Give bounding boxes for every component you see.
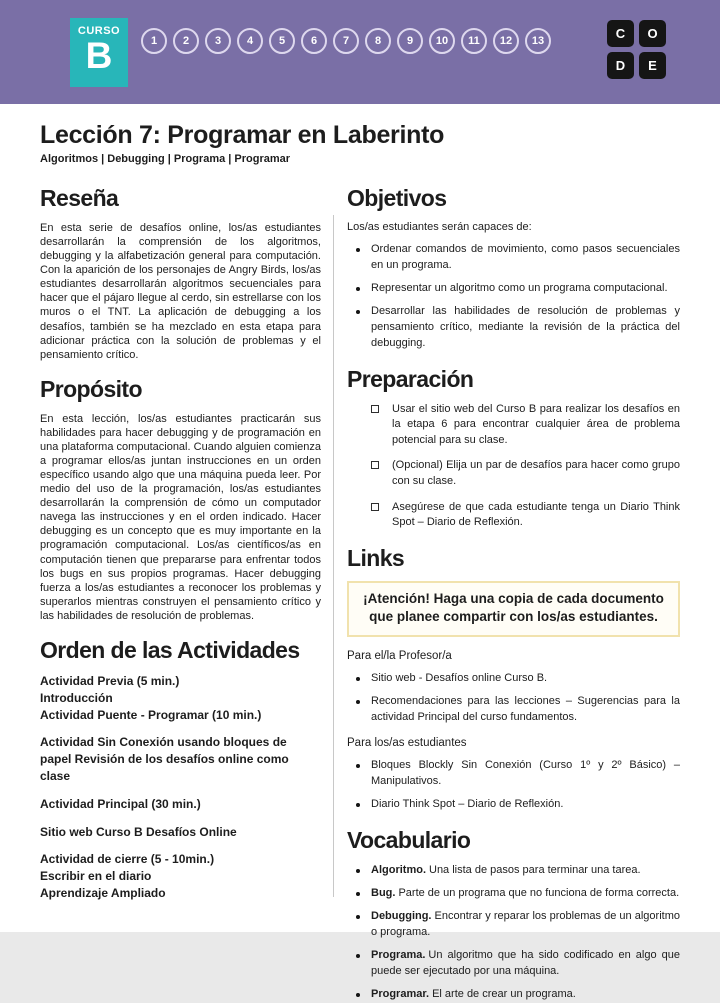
section-proposito <box>40 376 321 623</box>
section-objetivos <box>347 185 680 352</box>
lesson-number-strip <box>141 28 551 54</box>
vocab-definition: Parte de un programa que no funciona de forma correcta. <box>398 886 680 899</box>
bullet-icon <box>356 869 360 873</box>
resena-paragraph: En esta serie de desafíos online, los/as estudiantes desarrollarán la comprensión de los algoritmos, debugging y la alfabetización general para computación. Con la aparición de los personajes de Angry Birds, los/as estudiantes desarrollarán algoritmos secuenciales para hacer que el pájaro llegue al cerdo, sin estrellarse con los muros o el TNT. La aplicación de debugging a los desafíos, también se ha mezclado en esta etapa para adicionar práctica con la solución de problemas y el pensamiento crítico. <box>40 222 321 361</box>
lesson-number-badge: 1 <box>141 28 167 54</box>
vocab-item <box>347 886 680 902</box>
vocab-definition: Un algoritmo que ha sido codificado en algo que puede ser ejecutado por una máquina. <box>371 948 680 977</box>
page-title: Lección 7: Programar en Laberinto <box>40 121 445 149</box>
lesson-number-badge: 10 <box>429 28 455 54</box>
teacher-links-label: Para el/la Profesor/a <box>347 650 452 663</box>
objective-text: Desarrollar las habilidades de resolución de problemas y pensamiento crítico, mediante la revisión de la práctica del debugging. <box>371 304 680 349</box>
right-column <box>347 185 680 1000</box>
checkbox-icon[interactable] <box>371 461 379 469</box>
two-column-layout <box>40 185 680 1000</box>
activity-line: Actividad Previa (5 min.) <box>40 673 180 688</box>
bullet-icon <box>356 915 360 919</box>
preparation-item <box>371 500 680 531</box>
vocab-term: Algoritmo. <box>371 863 426 876</box>
vocab-definition: El arte de crear un programa. <box>432 987 576 1000</box>
section-resena <box>40 185 321 362</box>
bullet-icon <box>356 677 360 681</box>
code-logo-letter: O <box>639 20 666 47</box>
teacher-link-item <box>347 694 680 726</box>
vocab-term: Programa. <box>371 948 426 961</box>
activity-line: Sitio web Curso B Desafíos Online <box>40 824 237 839</box>
lesson-number-badge: 8 <box>365 28 391 54</box>
objective-item <box>347 304 680 352</box>
preparation-text: Usar el sitio web del Curso B para realizar los desafíos en la etapa 6 para encontrar cualquier área de problema potencial para su clase. <box>392 402 680 446</box>
proposito-paragraph: En esta lección, los/as estudiantes practicarán sus habilidades para hacer debugging y de programación en una plataforma computacional. Cuando alguien comienza a programar ellos/as juntan instrucciones en un orden específico usando algo que una máquina pueda leer. Por medio del uso de la programación, los/as estudiantes desarrollarán la comprensión de cómo un computador navega las instrucciones y en el orden indicado. Hacer debugging es un concepto que es muy importante en la programación computacional. Los/as científicos/as en computación tienen que prepararse para enfrentar todos los bugs en sus propios programas. Hacer debugging fuerza a los/as estudiantes a reconocer los problemas y superarlos mientras construyen el pensamiento crítico y las habilidades de resolución de problemas. <box>40 412 321 622</box>
lesson-number-badge: 7 <box>333 28 359 54</box>
objetivos-intro: Los/as estudiantes serán capaces de: <box>347 221 532 233</box>
preparation-item <box>371 402 680 449</box>
vocab-definition: Una lista de pasos para terminar una tarea. <box>429 863 641 876</box>
code-logo-letter: D <box>607 52 634 79</box>
bullet-icon <box>356 892 360 896</box>
objective-text: Representar un algoritmo como un programa computacional. <box>371 281 668 294</box>
activity-group <box>40 796 321 813</box>
objetivos-heading: Objetivos <box>347 185 447 211</box>
checkbox-icon[interactable] <box>371 405 379 413</box>
bullet-icon <box>356 248 360 252</box>
activity-group <box>40 734 321 784</box>
bullet-icon <box>356 803 360 807</box>
preparacion-heading: Preparación <box>347 365 474 392</box>
vocab-entry <box>371 987 680 1003</box>
objective-item <box>347 242 680 274</box>
section-links <box>347 545 680 813</box>
section-vocabulario <box>347 827 680 1003</box>
vocab-item <box>347 909 680 941</box>
activity-line: Escribir en el diario <box>40 869 152 884</box>
preparation-item <box>371 458 680 489</box>
document-body <box>0 121 720 1000</box>
activity-line: Introducción <box>40 690 113 705</box>
activity-line: Actividad Principal (30 min.) <box>40 796 201 811</box>
student-link-item <box>347 758 680 790</box>
vocab-item <box>347 948 680 980</box>
student-links-label: Para los/as estudiantes <box>347 737 467 750</box>
lesson-number-badge: 11 <box>461 28 487 54</box>
proposito-heading: Propósito <box>40 375 142 402</box>
vocab-item <box>347 863 680 879</box>
student-link-text[interactable]: Bloques Blockly Sin Conexión (Curso 1º y 2º Básico) – Manipulativos. <box>371 759 680 788</box>
preparation-text: (Opcional) Elija un par de desafíos para hacer como grupo con su clase. <box>392 459 680 488</box>
bullet-icon <box>356 287 360 291</box>
objective-item <box>347 281 680 297</box>
lesson-number-badge: 6 <box>301 28 327 54</box>
vocabulario-heading: Vocabulario <box>347 826 471 853</box>
links-heading: Links <box>347 544 405 571</box>
activity-line: Actividad de cierre (5 - 10min.) <box>40 852 215 867</box>
course-badge-letter: B <box>85 35 113 76</box>
code-logo-letter: E <box>639 52 666 79</box>
vocab-term: Programar. <box>371 987 430 1000</box>
lesson-number-badge: 9 <box>397 28 423 54</box>
vocab-entry <box>371 863 680 879</box>
resena-heading: Reseña <box>40 185 119 211</box>
orden-heading: Orden de las Actividades <box>40 636 300 663</box>
vocab-definition: Encontrar y reparar los problemas de un algoritmo o programa. <box>371 909 680 938</box>
attention-text: ¡Atención! Haga una copia de cada documento que planee compartir con los/as estudiantes. <box>363 590 664 625</box>
course-badge <box>70 18 128 87</box>
header-bar <box>0 0 720 104</box>
column-divider <box>333 215 334 897</box>
lesson-tags: Algoritmos | Debugging | Programa | Programar <box>40 153 291 165</box>
vocab-term: Bug. <box>371 886 396 899</box>
student-link-item <box>347 797 680 813</box>
teacher-link-text[interactable]: Sitio web - Desafíos online Curso B. <box>371 672 548 685</box>
lesson-number-badge: 4 <box>237 28 263 54</box>
bullet-icon <box>356 764 360 768</box>
teacher-link-item <box>347 671 680 687</box>
bullet-icon <box>356 954 360 958</box>
left-column <box>40 185 321 911</box>
lesson-number-badge: 2 <box>173 28 199 54</box>
preparation-text: Asegúrese de que cada estudiante tenga un Diario Think Spot – Diario de Reflexión. <box>392 500 680 529</box>
vocab-item <box>347 987 680 1003</box>
section-preparacion <box>347 366 680 531</box>
bullet-icon <box>356 993 360 997</box>
activity-line: Actividad Sin Conexión usando bloques de papel Revisión de los desafíos online como clase <box>40 735 289 783</box>
vocab-entry <box>371 909 680 941</box>
vocab-term: Debugging. <box>371 909 432 922</box>
lesson-number-badge: 13 <box>525 28 551 54</box>
activity-group <box>40 851 321 901</box>
teacher-link-text[interactable]: Recomendaciones para las lecciones – Sugerencias para la actividad Principal del curso fundamentos. <box>371 695 680 724</box>
activity-line: Actividad Puente - Programar (10 min.) <box>40 707 262 722</box>
checkbox-icon[interactable] <box>371 503 379 511</box>
student-link-text[interactable]: Diario Think Spot – Diario de Reflexión. <box>371 798 564 811</box>
activity-group <box>40 824 321 841</box>
lesson-number-badge: 12 <box>493 28 519 54</box>
activity-line: Aprendizaje Ampliado <box>40 885 166 900</box>
attention-callout <box>347 581 680 637</box>
section-orden-actividades <box>40 637 321 902</box>
lesson-number-badge: 3 <box>205 28 231 54</box>
bullet-icon <box>356 310 360 314</box>
lesson-number-badge: 5 <box>269 28 295 54</box>
code-logo-letter: C <box>607 20 634 47</box>
activity-group <box>40 673 321 723</box>
vocab-entry <box>371 948 680 980</box>
code-org-logo <box>607 20 666 79</box>
bullet-icon <box>356 700 360 704</box>
course-badge-label: CURSO <box>77 25 121 37</box>
objective-text: Ordenar comandos de movimiento, como pasos secuenciales en un programa. <box>371 243 680 271</box>
vocab-entry <box>371 886 680 902</box>
